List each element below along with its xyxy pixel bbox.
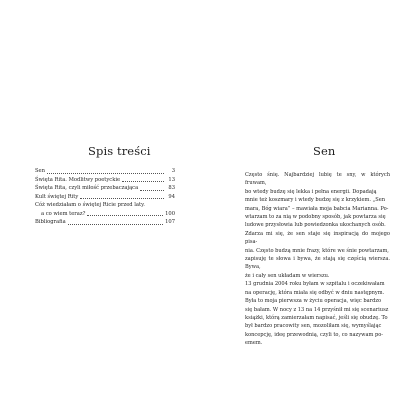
text-line: że i cały sen układam w wierszu. <box>245 272 330 279</box>
toc-entry-title: Bibliografia <box>35 219 66 225</box>
text-line: był bardzo pracowity sen, mozoliłam się, wymyślając <box>245 323 382 330</box>
toc-entry-page: 3 <box>171 168 175 174</box>
chapter-heading: Sen <box>313 144 336 158</box>
toc-entry[interactable] <box>35 167 175 176</box>
toc-leader-dots <box>80 198 164 199</box>
text-line: książki, którą zamierzałam napisać, jeśli się obudzę. To <box>245 314 388 321</box>
table-of-contents <box>35 167 175 227</box>
toc-entry-title: Święta Rita, czyli miłość przebaczająca <box>35 185 139 191</box>
text-line: wtarzam to za nią w podobny sposób, jak powtarza się <box>245 214 386 221</box>
text-line: Zdarza mi się, że sen staje się inspiracją do mojego pisa- <box>245 230 390 246</box>
text-line: Często śnię. Najbardziej lubię te sny, w których fruwam, <box>245 172 390 187</box>
toc-entry-page: 13 <box>168 176 175 183</box>
chapter-body-text <box>245 171 390 348</box>
text-line: Była to moja pierwsza w życiu operacja, więc bardzo <box>245 298 382 305</box>
text-line: ludowe przysłowia lub powiedzonka ukochanych osób. <box>245 222 386 229</box>
toc-entry-first-line[interactable] <box>35 201 175 210</box>
text-line: 13 grudnia 2004 roku byłam w szpitalu i oczekiwałam <box>245 281 385 288</box>
toc-entry-page: 83 <box>168 185 175 191</box>
text-line: koncepcję, ideę przewodnią, czyli to, co nazywam po- <box>245 331 384 338</box>
toc-entry[interactable] <box>35 210 175 219</box>
toc-heading: Spis treści <box>88 144 151 158</box>
toc-entry-page: 94 <box>168 193 175 200</box>
text-line: bo wtedy budzę się lekka i pełna energii. Dopadają <box>245 188 377 195</box>
text-line: nia. Często budzą mnie frazy, które we śnie powtarzam, <box>245 247 389 254</box>
toc-entry-page: 100 <box>165 210 175 217</box>
toc-leader-dots <box>122 181 164 182</box>
toc-entry-title: Sen <box>35 168 45 174</box>
toc-entry-title: Święta Rita. Modlitwy poetyckie <box>35 176 121 183</box>
toc-entry-title: Kult świętej Rity <box>35 193 79 200</box>
text-line: mara, Bóg wiara” – mawiała moja babcia Marianna. Po- <box>245 205 389 212</box>
toc-entry[interactable] <box>35 176 175 185</box>
toc-entry-title-continuation: a co wiem teraz? <box>41 210 86 217</box>
toc-entry[interactable] <box>35 218 175 227</box>
text-line: zapisuję te słowa i bywa, że stają się częścią wiersza. Bywa, <box>245 256 390 271</box>
toc-entry-title: Cóż wiedziałam o świętej Ricie przed laty. <box>35 202 145 208</box>
toc-leader-dots <box>68 224 163 225</box>
toc-leader-dots <box>87 215 163 216</box>
toc-leader-dots <box>47 173 164 174</box>
text-line: na operację, która miała się odbyć w dniu następnym. <box>245 289 385 296</box>
right-page <box>210 0 420 420</box>
toc-entry-page: 107 <box>165 219 175 225</box>
toc-entry[interactable] <box>35 193 175 202</box>
text-line: mnie też koszmary i wtedy budzę się z krzykiem. „Sen <box>245 197 386 204</box>
text-line: się bałam. W nocy z 13 na 14 przyśnił mi się scenariusz <box>245 306 389 313</box>
toc-leader-dots <box>140 190 164 191</box>
toc-entry[interactable] <box>35 184 175 193</box>
text-line: emem. <box>245 340 263 347</box>
